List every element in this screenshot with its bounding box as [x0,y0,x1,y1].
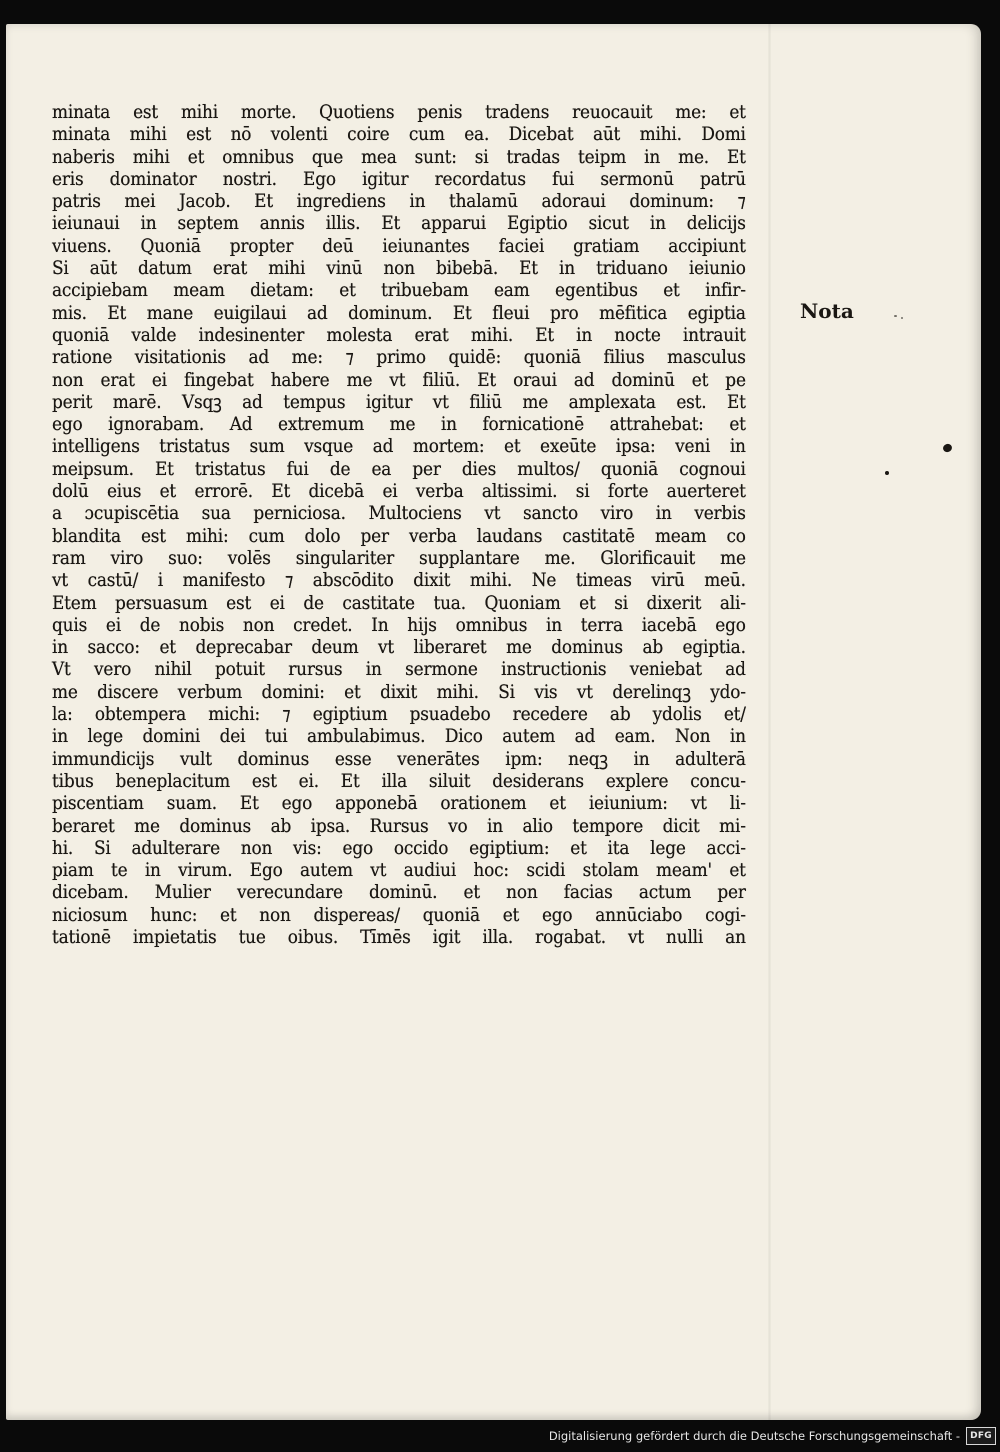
text-line: quoniā valde indesinenter molesta erat mihi. Et in nocte intrauit [52,324,746,346]
text-line: la: obtempera michi: ⁊ egiptium psuadebo recedere ab ydolis et/ [52,704,746,726]
text-line: a ɔcupiscētia sua perniciosa. Multociens vt sancto viro in verbis [52,503,746,525]
text-line: ieiunaui in septem annis illis. Et apparui Egiptio sicut in delicijs [52,213,746,235]
text-line: vt castū/ i manifesto ⁊ abscōdito dixit mihi. Ne timeas virū meū. [52,570,746,592]
ink-spot [901,317,903,319]
text-line: piam te in virum. Ego autem vt audiui hoc: scidi stolam meam' et [52,860,746,882]
text-line: non erat ei fingebat habere me vt filiū. Et oraui ad dominū et pe [52,369,746,391]
margin-note: Nota [800,299,854,323]
text-line: dolū eius et errorē. Et dicebā ei verba altissimi. si forte auerteret [52,481,746,503]
text-line: niciosum hunc: et non dispereas/ quoniā et ego annūciabo cogi- [52,904,746,926]
text-line: hi. Si adulterare non vis: ego occido egiptium: et ita lege acci- [52,837,746,859]
dfg-logo-icon: DFG [966,1427,996,1445]
ink-spot [894,315,897,317]
text-line: minata mihi est nō volenti coire cum ea. Dicebat aūt mihi. Domi [52,124,746,146]
text-line: in lege domini dei tui ambulabimus. Dico autem ad eam. Non in [52,726,746,748]
text-line: Si aūt datum erat mihi vinū non bibebā. Et in triduano ieiunio [52,258,746,280]
text-line: quis ei de nobis non credet. In hijs omnibus in terra iacebā ego [52,614,746,636]
text-line: Etem persuasum est ei de castitate tua. Quoniam et si dixerit ali- [52,592,746,614]
text-line: perit marē. Vsqꝫ ad tempus igitur vt filiū me amplexata est. Et [52,391,746,413]
text-line: dicebam. Mulier verecundare dominū. et non facias actum per [52,882,746,904]
text-line: mis. Et mane euigilaui ad dominum. Et fleui pro mēfitica egiptia [52,302,746,324]
text-line: patris mei Jacob. Et ingrediens in thalamū adoraui dominum: ⁊ [52,191,746,213]
text-line: ratione visitationis ad me: ⁊ primo quidē: quoniā filius masculus [52,347,746,369]
ink-spot [942,443,953,454]
text-line: blandita est mihi: cum dolo per verba laudans castitatē meam co [52,525,746,547]
text-line: Vt vero nihil potuit rursus in sermone instructionis veniebat ad [52,659,746,681]
text-line: ram viro suo: volēs singulariter supplantare me. Glorificauit me [52,547,746,569]
text-line: me discere verbum domini: et dixit mihi. Si vis vt derelinqꝫ ydo- [52,681,746,703]
text-line: tationē impietatis tue oibus. Tīmēs igit illa. rogabat. vt nulli an [52,926,746,948]
text-line: beraret me dominus ab ipsa. Rursus vo in alio tempore dicit mi- [52,815,746,837]
text-line: ego ignorabam. Ad extremum me in fornicationē attrahebat: et [52,414,746,436]
text-line: minata est mihi morte. Quotiens penis tradens reuocauit me: et [52,102,746,123]
text-block [52,102,798,949]
text-line: naberis mihi et omnibus que mea sunt: si tradas teipm in me. Et [52,146,746,168]
text-line: viuens. Quoniā propter deū ieiunantes faciei gratiam accipiunt [52,235,746,257]
book-page [6,24,981,1420]
text-line: eris dominator nostri. Ego igitur recordatus fui sermonū patrū [52,168,746,190]
text-line: in sacco: et deprecabar deum vt liberaret me dominus ab egiptia. [52,637,746,659]
text-line: intelligens tristatus sum vsque ad mortem: et exeūte ipsa: veni in [52,436,746,458]
text-line: tibus beneplacitum est ei. Et illa siluit desiderans explere concu- [52,770,746,792]
funding-credit-text: Digitalisierung gefördert durch die Deutsche Forschungsgemeinschaft - [548,1429,961,1443]
ink-spot [885,471,889,475]
text-line: accipiebam meam dietam: et tribuebam eam egentibus et infir- [52,280,746,302]
text-line: meipsum. Et tristatus fui de ea per dies multos/ quoniā cognoui [52,458,746,480]
text-line: immundicijs vult dominus esse venerātes ipm: neqꝫ in adulterā [52,748,746,770]
funding-credit [549,1426,996,1446]
text-line: piscentiam suam. Et ego apponebā orationem et ieiunium: vt li- [52,793,746,815]
